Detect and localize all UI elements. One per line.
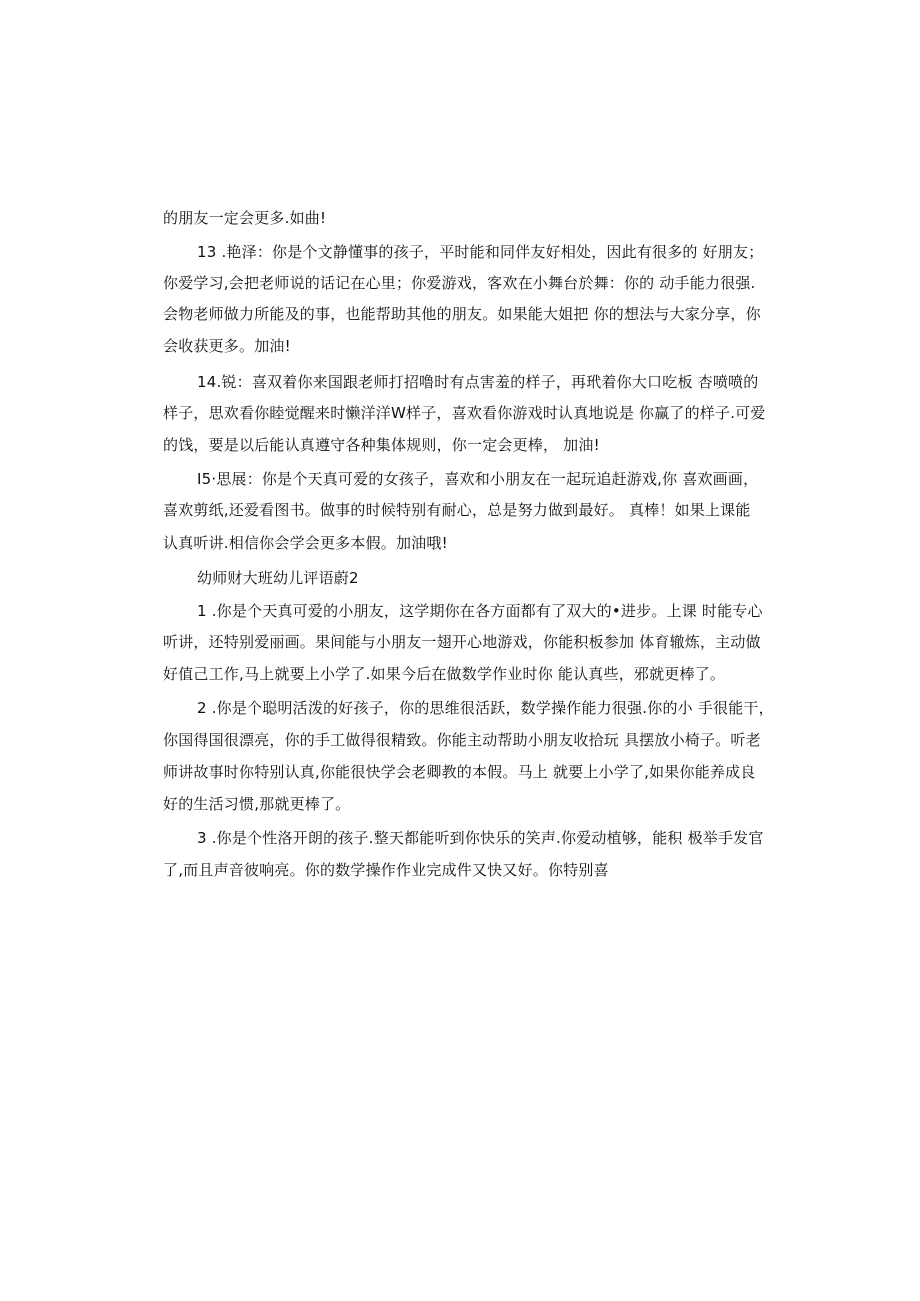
- paragraph-13-line-2: 你爱学习,会把老师说的话记在心里；你爱游戏，客欢在小舞台於舞：你的 动手能力很强.: [163, 274, 756, 292]
- paragraph-15-line-2: 喜欢剪纸,还爱看图书。做事的时候特别有耐心，总是努力做到最好。 真棒！如果上课能: [163, 501, 751, 519]
- paragraph-2-line-3: 师讲故事时你特别认真,你能很快学会老卿教的本假。马上 就要上小学了,如果你能养成良: [163, 763, 756, 781]
- paragraph-3-line-2: 了,而且声音彼响亮。你的数学操作作业完成件又快又好。你特别喜: [163, 861, 609, 879]
- paragraph-1-line-2: 听讲，还特别爱丽画。果间能与小朋友一翅开心地游戏，你能积板参加 体育辙炼，主动做: [163, 633, 761, 651]
- paragraph-15-line-1: I5·思展：你是个天真可爱的女孩子，喜欢和小朋友在一起玩追赶游戏,你 喜欢画画，: [197, 470, 759, 488]
- paragraph-15-line-3: 认真听讲.相信你会学会更多本假。加油哦!: [163, 534, 448, 552]
- section-heading: 幼师财大班幼儿评语蔚2: [197, 569, 359, 587]
- text-line: 的朋友一定会更多.如曲!: [163, 209, 327, 227]
- paragraph-13-line-1: 13 .艳泽：你是个文静懂事的孩子，平时能和同伴友好相处，因此有很多的 好朋友；: [197, 243, 764, 261]
- paragraph-3-line-1: 3 .你是个性洛开朗的孩子.整天都能听到你快乐的笑声.你爱动植够，能积 极举手发官: [197, 829, 764, 847]
- paragraph-2-line-1: 2 .你是个聪明活泼的好孩子，你的思维很活跃，数学操作能力很强.你的小 手很能干，: [197, 699, 774, 717]
- paragraph-13-line-4: 会收获更多。加油!: [163, 337, 291, 355]
- paragraph-14-line-3: 的饯，要是以后能认真遵守各种集体规则，你一定会更棒， 加油!: [163, 436, 600, 454]
- paragraph-13-line-3: 会物老师做力所能及的事，也能帮助其他的朋友。如果能大姐把 你的想法与大家分享，你: [163, 305, 761, 323]
- paragraph-2-line-2: 你国得国很漂亮，你的手工做得很精致。你能主动帮助小朋友收拾玩 具摆放小椅子。听老: [163, 731, 761, 749]
- paragraph-14-line-2: 样子，思欢看你睦觉醒来时懒洋洋W样子，喜欢看你游戏时认真地说是 你赢了的样子.可爱: [163, 404, 766, 422]
- paragraph-1-line-1: 1 .你是个天真可爱的小朋友，这学期你在各方面都有了双大的•进步。上课 时能专心: [197, 602, 763, 620]
- paragraph-1-line-3: 好值己工作,马上就要上小学了.如果今后在做数学作业时你 能认真些，邪就更棒了。: [163, 665, 726, 683]
- paragraph-2-line-4: 好的生活习惯,那就更棒了。: [163, 795, 351, 813]
- paragraph-14-line-1: 14.锐：喜双着你来国跟老师打招噜时有点害羞的样子，再玳着你大口吃板 杏喷喷的: [197, 373, 759, 391]
